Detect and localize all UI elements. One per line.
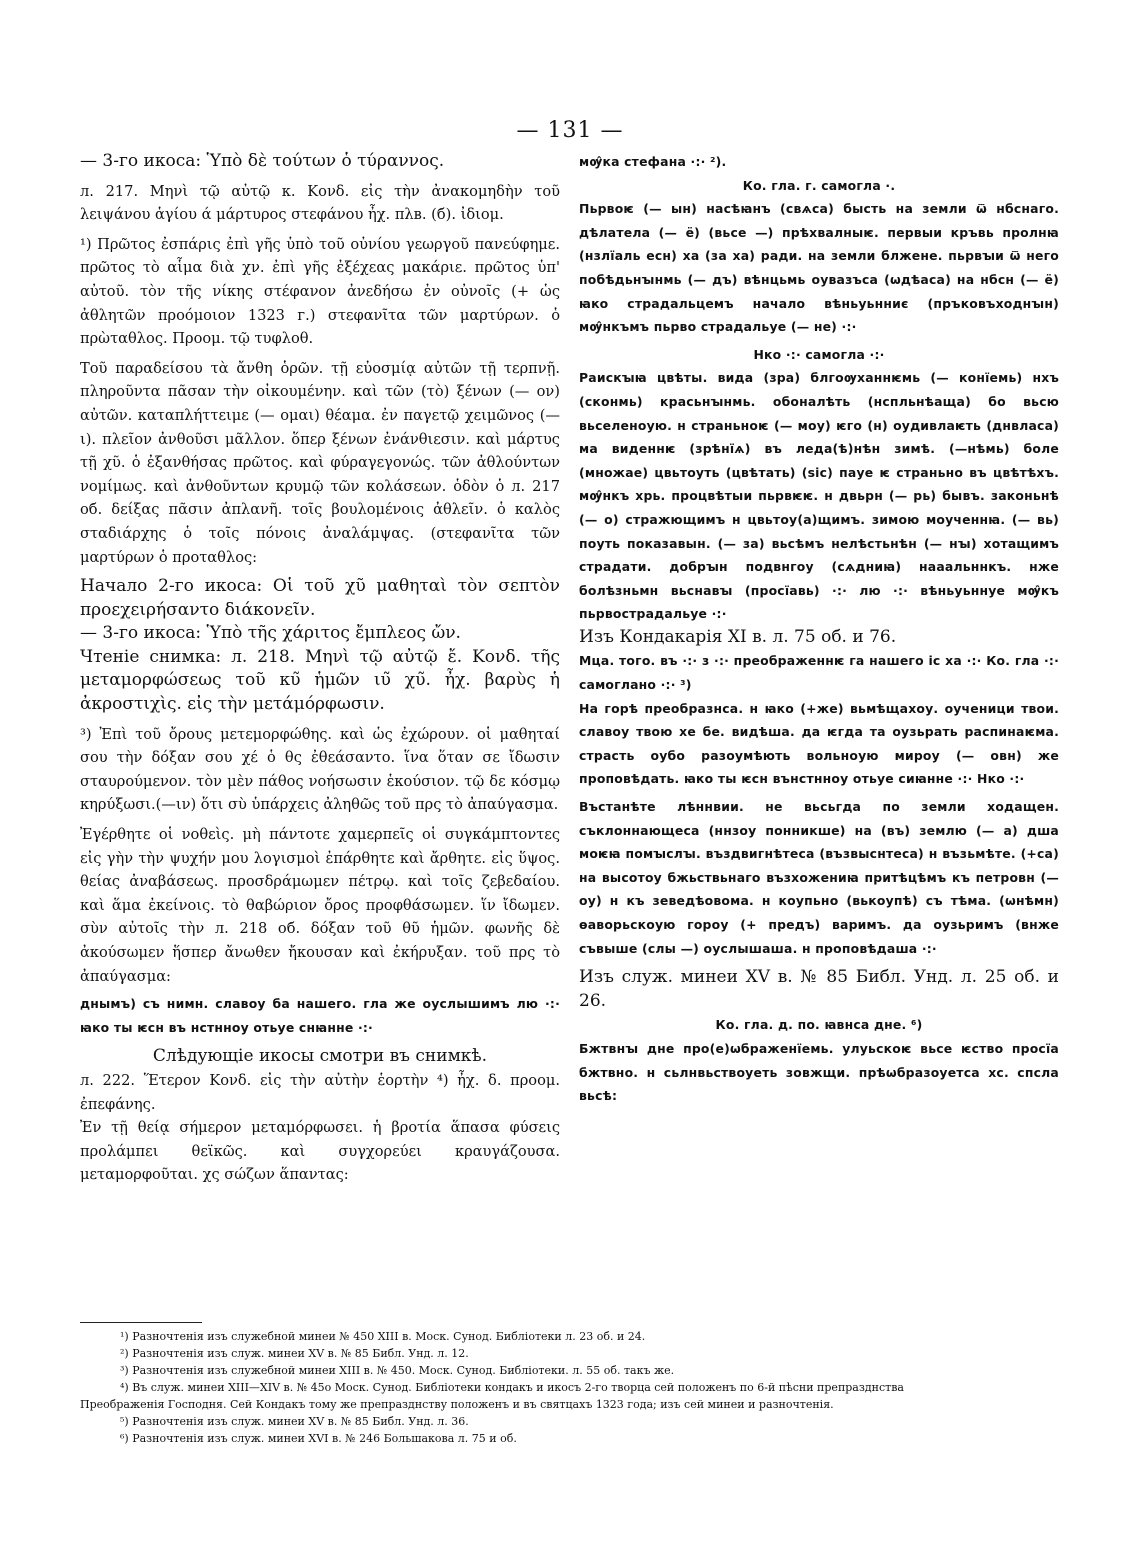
right-para-8: На горѣ преобразнса. н ꙗко (+же) вьмѣщахоу. оученици твои. славоу твою хе бе. видѣша. да ѥгда та оузьрать распинаѥма. страсть оубо разоумѣють вольноую мироу (— овн) же проповѣдать. ꙗко ты ѥсн вънстнноу отьуе сиꙗнне ·:· Нко ·:· [579, 700, 1059, 787]
left-slavonic-para: днымъ) съ нимн. славоу ба нашего. гла же оуслышимъ лю ·:· ꙗко ты ѥсн въ нстнноу отьуе снꙗнне ·:· [80, 996, 560, 1035]
right-source-heading-2: Изъ служ. минеи XV в. № 85 Библ. Унд. л. 25 об. и 26. [579, 967, 1059, 1011]
footnote-4: ⁴) Въ служ. минеи XIII—XIV в. № 45о Моск. Сунод. Библіотеки кондакъ и икосъ 2-го творца сей положенъ по 6-й пѣсни препразднства [120, 1381, 904, 1394]
footnote-2: ²) Разночтенія изъ служ. минеи XV в. № 85 Библ. Унд. л. 12. [120, 1347, 469, 1360]
page-number: — 131 — [516, 118, 624, 143]
left-para-4: Τοῦ παραδείσου τὰ ἄνθη ὁρῶν. τῇ εὐοσμίᾳ αὐτῶν τῇ τερπνῇ. πληροῦντα πᾶσαν τὴν οἰκουμένην. καὶ τῶν (τὸ) ξένων (— ον) αὐτῶν. καταπλήττειμε (— ομαι) θέαμα. ἐν παγετῷ χειμῶνος (— ι). πλεῖον ἀνθοῦσι μᾶλλον. ὅπερ ξένων ἐνάνθιεσιν. καὶ μάρτυς τῇ χῦ. ὁ ἐξανθήσας πρῶτος. καὶ φύραγεγονώς. τῶν ἀθλούντων νομίμως. καὶ ἀνθοῦντων κρυμῷ τῶν κολάσεων. ὁδὸν ὁ л. 217 об. δείξας πᾶσιν ἀπλανῆ. τοῖς βουλομένοις ἀθλεῖν. ὁ καλὸς σταδιάρχης ὁ τοῖς πόνοις ἀναλάμψας. (στεφανῖτα τῶν μαρτύρων ὁ προταθλος: [80, 359, 560, 566]
left-para-3: ¹) Πρῶτος ἐσπάρις ἐπὶ γῆς ὑπὸ τοῦ οὐνίου γεωργοῦ πανεύφημε. πρῶτος τὸ αἷμα διὰ χν. ἐπὶ γῆς ἐξέχεας μακάριε. πρῶτος ὑπ' αὐτοῦ. τὸν τῆς νίκης στέφανον ἀνεδήσω ἐν οὐνοῖς (+ ὡς ἀθλητῶν προόμοιον 1323 г.) στεφανῖτα τῶν μαρτύρων. ὁ πρὼταθλος. Προομ. τῷ τυφλοθ. [80, 235, 560, 348]
left-para-6: — 3-го икоса: Ὑπὸ τῆς χάριτος ἔμπλεος ὤν. [80, 623, 461, 644]
footnote-1: ¹) Разночтенія изъ служебной минеи № 450 XIII в. Моск. Сунод. Библіотеки л. 23 об. и 24. [120, 1330, 646, 1343]
left-column [80, 150, 560, 1187]
left-para-8: ³) Ἐπὶ τοῦ ὄρους μετεμορφώθης. καὶ ὡς ἐχώρουν. οἱ μαθηταί σου τὴν δόξαν σου χέ ὁ θς ἐθεάσαντο. ἵνα ὅταν σε ἴδωσιν σταυρούμενον. τὸν μὲν πάθος νοήσωσιν ἑκούσιον. τῷ δε κόσμῳ κηρύξωσι.(—ιν) ὅτι σὺ ὑπάρχεις ἀληθῶς τοῦ πρς τὸ ἀπαύγασμα. [80, 725, 560, 814]
right-heading-3: Ко. гла. д. по. ꙗвнса дне. ⁶) [715, 1017, 923, 1033]
left-para-2: л. 217. Μηνὶ τῷ αὐτῷ κ. Κονδ. εἰς τὴν ἀνακομηδὴν τοῦ λειψάνου ἁγίου ά μάρτυρος στεφάνου ἦχ. πλв. (б). ἰδιομ. [80, 182, 560, 224]
right-para-12: Бжтвнꙑ дне про(е)ѡбраженїемь. улуьскоѥ вьсе ѥство просїа бжтвно. н сьлнвьствоуеть зовжщи. прѣѡбразоуетса хс. спсла вьсѣ: [579, 1040, 1059, 1104]
left-para-13: Ἐν τῇ θείᾳ σήμερον μεταμόρφωσει. ἡ βροτία ἅπασα φύσεις προλάμπει θεϊκῶς. καὶ συγχορεύει κραυγάζουσα. μεταμορφοῦται. χς σώζων ἅπαντας: [80, 1119, 560, 1184]
footnote-4-continued: Преображенія Господня. Сей Кондакъ тому же препразднству положенъ и въ святцахъ 1323 года; изъ сей минеи и разночтенія. [80, 1398, 834, 1411]
right-heading-2: Нко ·:· самогла ·:· [753, 346, 885, 362]
left-para-12: л. 222. Ἕτερον Κονδ. εἰς τὴν αὐτὴν ἑορτὴν ⁴) ἦχ. δ. προομ. ἐπεφάνης. [80, 1071, 560, 1113]
left-para-9: Ἐγέρθητε οἱ νοθεὶς. μὴ πάντοτε χαμερπεῖς οἱ συγκάμπτοντες εἰς γὴν τὴν ψυχήν μου λογισμοὶ ἐπάρθητε καὶ ἄρθητε. εἰς ὕψος. θείας ἀναβάσεως. προσδράμωμεν πέτρῳ. καὶ τοῖς ζεβεδαίου. καὶ ἅμα ἐκείνοις. τὸ θαβώριον ὄρος προφθάσωμεν. ἵν ἴδωμεν. σὺν αὐτοῖς τὴν л. 218 об. δόξαν τοῦ θῦ ἡμῶν. φωνῆς δὲ ἀκούσωμεν ἥσπερ ἄνωθεν ἤκουσαν καὶ ἐκήρυξαν. τοῦ πρς τὸ ἀπαύγασμα: [80, 826, 560, 985]
right-source-heading-1: Изъ Кондакарія XI в. л. 75 об. и 76. [579, 626, 897, 647]
right-para-7: Мца. того. въ ·:· з ·:· преображеннѥ га нашего ic ха ·:· Ко. гла ·:· самоглано ·:· ³) [579, 653, 1059, 693]
left-section-heading: Слѣдующіе икосы смотри въ снимкѣ. [152, 1046, 488, 1067]
right-para-5: Раискꙑꙗ цвѣты. вида (зра) блгоѹханнѥмь (— конїемь) нхъ (сконмь) красьнꙑнмь. обоналѣть (нспльнѣаща) бо вьсю вьселеноую. н страньноѥ (— моу) ѥго (н) оудивлаѥть (днвласа) ма виденнѥ (зрѣнїѧ) въ леда(ѣ)нѣн зимѣ. (—нѣмь) боле (множае) цвьтоуть (цвѣтать) (sic) пауе ѥ страньно въ цвѣтѣхъ. мѹ̂нкъ хрь. процвѣтыи пьрвѥѥ. н двьрн (— рь) бывъ. законьнѣ (— о) стражющимъ н цвьтоу(а)щимъ. зимою моученнꙗ. (— вь) поуть показавын. (— за) вьсѣмъ нелѣстьнѣн (— нꙑ) хотащимъ страдати. добрꙑн подвнгоу (сѧдниꙗ) нааальннкъ. нже болѣзньмн вьснавꙑ (просїавь) ·:· лю ·:· вѣньуьннуе мѹ̂къ пьрвострадальуе ·:· [579, 370, 1059, 622]
right-heading-1: Ко. гла. г. самогла ·. [742, 177, 896, 193]
right-para-9: Въстанѣте лѣннвии. не вьсьгда по земли ходащен. съклоннающеса (ннзоу понникше) на (въ) землю (— а) дша моѥꙗ помꙑслꙑ. въздвигнѣтеса (възвыснтеса) н възьмѣте. (+са) на высотоу бжьствьнаго възхожениꙗ притѣцѣмъ къ петровн (— оу) н къ зеведѣовома. н коупьно (вькоупѣ) съ тѣма. (ѡнѣмн) ѳаворьскоую гороу (+ предъ) варимъ. да оузьримъ (внже съвыше (слы —) оуслышаша. н проповѣдаша ·:· [579, 799, 1059, 956]
left-para-5: Начало 2-го икоса: Οἱ τοῦ χῦ μαθηταὶ τὸν σεπτὸν προεχειρήσαντο διάκονεῖν. [80, 576, 560, 620]
right-para-3: Пьрвоѥ (— ын) насѣꙗнъ (свѧса) бысть на земли ѿ нбснаго. дѣлатела (— ё) (вьсе —) прѣхвалныѥ. первыи кръвь пролнꙗ (нзлїаль есн) ха (за ха) ради. на земли блжене. пьрвꙑи ѿ него побѣдьнꙑнмь (— дъ) вѣнцьмь оувазъса (ѡдѣаса) на нбсн (— ё) ꙗко страдальцемъ начало вѣньуьнниє (пръковъходнꙑн) мѹ̂нкъмъ пьрво страдальуе (— не) ·:· [579, 201, 1059, 335]
footnote-6: ⁶) Разночтенія изъ служ. минеи XVI в. № 246 Большакова л. 75 и об. [120, 1432, 517, 1445]
left-para-1: — 3-го икоса: Ὑπὸ δὲ τούτων ὁ τύραννος. [80, 151, 445, 171]
right-para-1: мѹ̂ка стефана ·:· ²). [579, 154, 727, 169]
left-para-7: Чтеніе снимка: л. 218. Μηνὶ τῷ αὐτῷ ἔ. Κονδ. τῆς μεταμορφώσεως τοῦ κυ̃ ἡμῶν ιυ̃ χυ̃. ἦχ. βαρὺς ἡ ἀκροστιχὶς. εἰς τὴν μετάμόρφωσιν. [80, 646, 560, 715]
footnote-rule [80, 1322, 202, 1323]
footnotes [80, 1328, 1060, 1447]
right-column [579, 150, 1059, 1108]
footnote-3: ³) Разночтенія изъ служебной минеи XIII в. № 450. Моск. Сунод. Библіотеки. л. 55 об. такъ же. [120, 1364, 675, 1377]
footnote-5: ⁵) Разночтенія изъ служ. минеи XV в. № 85 Библ. Унд. л. 36. [120, 1415, 469, 1428]
